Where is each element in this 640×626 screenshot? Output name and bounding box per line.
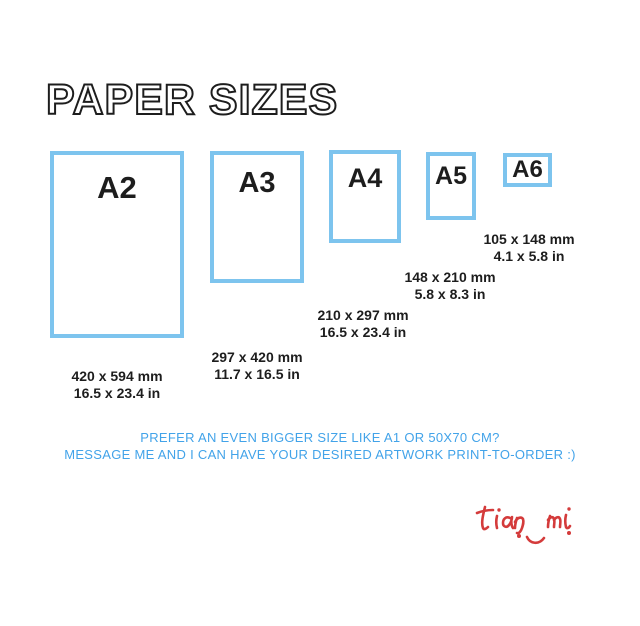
dims-a2-in: 16.5 x 23.4 in <box>73 385 161 401</box>
dims-a5-in: 5.8 x 8.3 in <box>414 286 486 302</box>
dims-a3-in: 11.7 x 16.5 in <box>214 366 300 382</box>
paper-label-a6: A6 <box>512 156 543 183</box>
paper-box-a3 <box>210 151 304 283</box>
dims-a5-mm: 148 x 210 mm <box>404 269 496 285</box>
paper-label-a2: A2 <box>97 170 137 205</box>
paper-dims-a6 <box>444 231 614 265</box>
dims-a4-in: 16.5 x 23.4 in <box>319 324 407 340</box>
order-note-line-1: PREFER AN EVEN BIGGER SIZE LIKE A1 OR 50X70 CM? <box>140 430 500 445</box>
paper-dims-a3 <box>172 349 342 383</box>
order-note <box>0 429 640 463</box>
paper-box-a6 <box>503 153 552 187</box>
paper-label-a4: A4 <box>347 163 383 193</box>
paper-box-a4 <box>329 150 401 243</box>
paper-dims-a5 <box>365 269 535 303</box>
dims-a6-mm: 105 x 148 mm <box>483 231 575 247</box>
paper-dims-a4 <box>278 307 448 341</box>
paper-box-a5 <box>426 152 476 220</box>
paper-box-a2 <box>50 151 184 338</box>
dims-a6-in: 4.1 x 5.8 in <box>493 248 565 264</box>
paper-label-a3: A3 <box>238 167 276 199</box>
order-note-line-2: MESSAGE ME AND I CAN HAVE YOUR DESIRED ARTWORK PRINT-TO-ORDER :) <box>64 447 576 462</box>
dims-a4-mm: 210 x 297 mm <box>317 307 409 323</box>
artist-signature <box>465 498 580 553</box>
paper-label-a5: A5 <box>435 162 467 190</box>
dims-a3-mm: 297 x 420 mm <box>211 349 303 365</box>
page-title: PAPER SIZES <box>46 76 339 124</box>
dims-a2-mm: 420 x 594 mm <box>71 368 163 384</box>
